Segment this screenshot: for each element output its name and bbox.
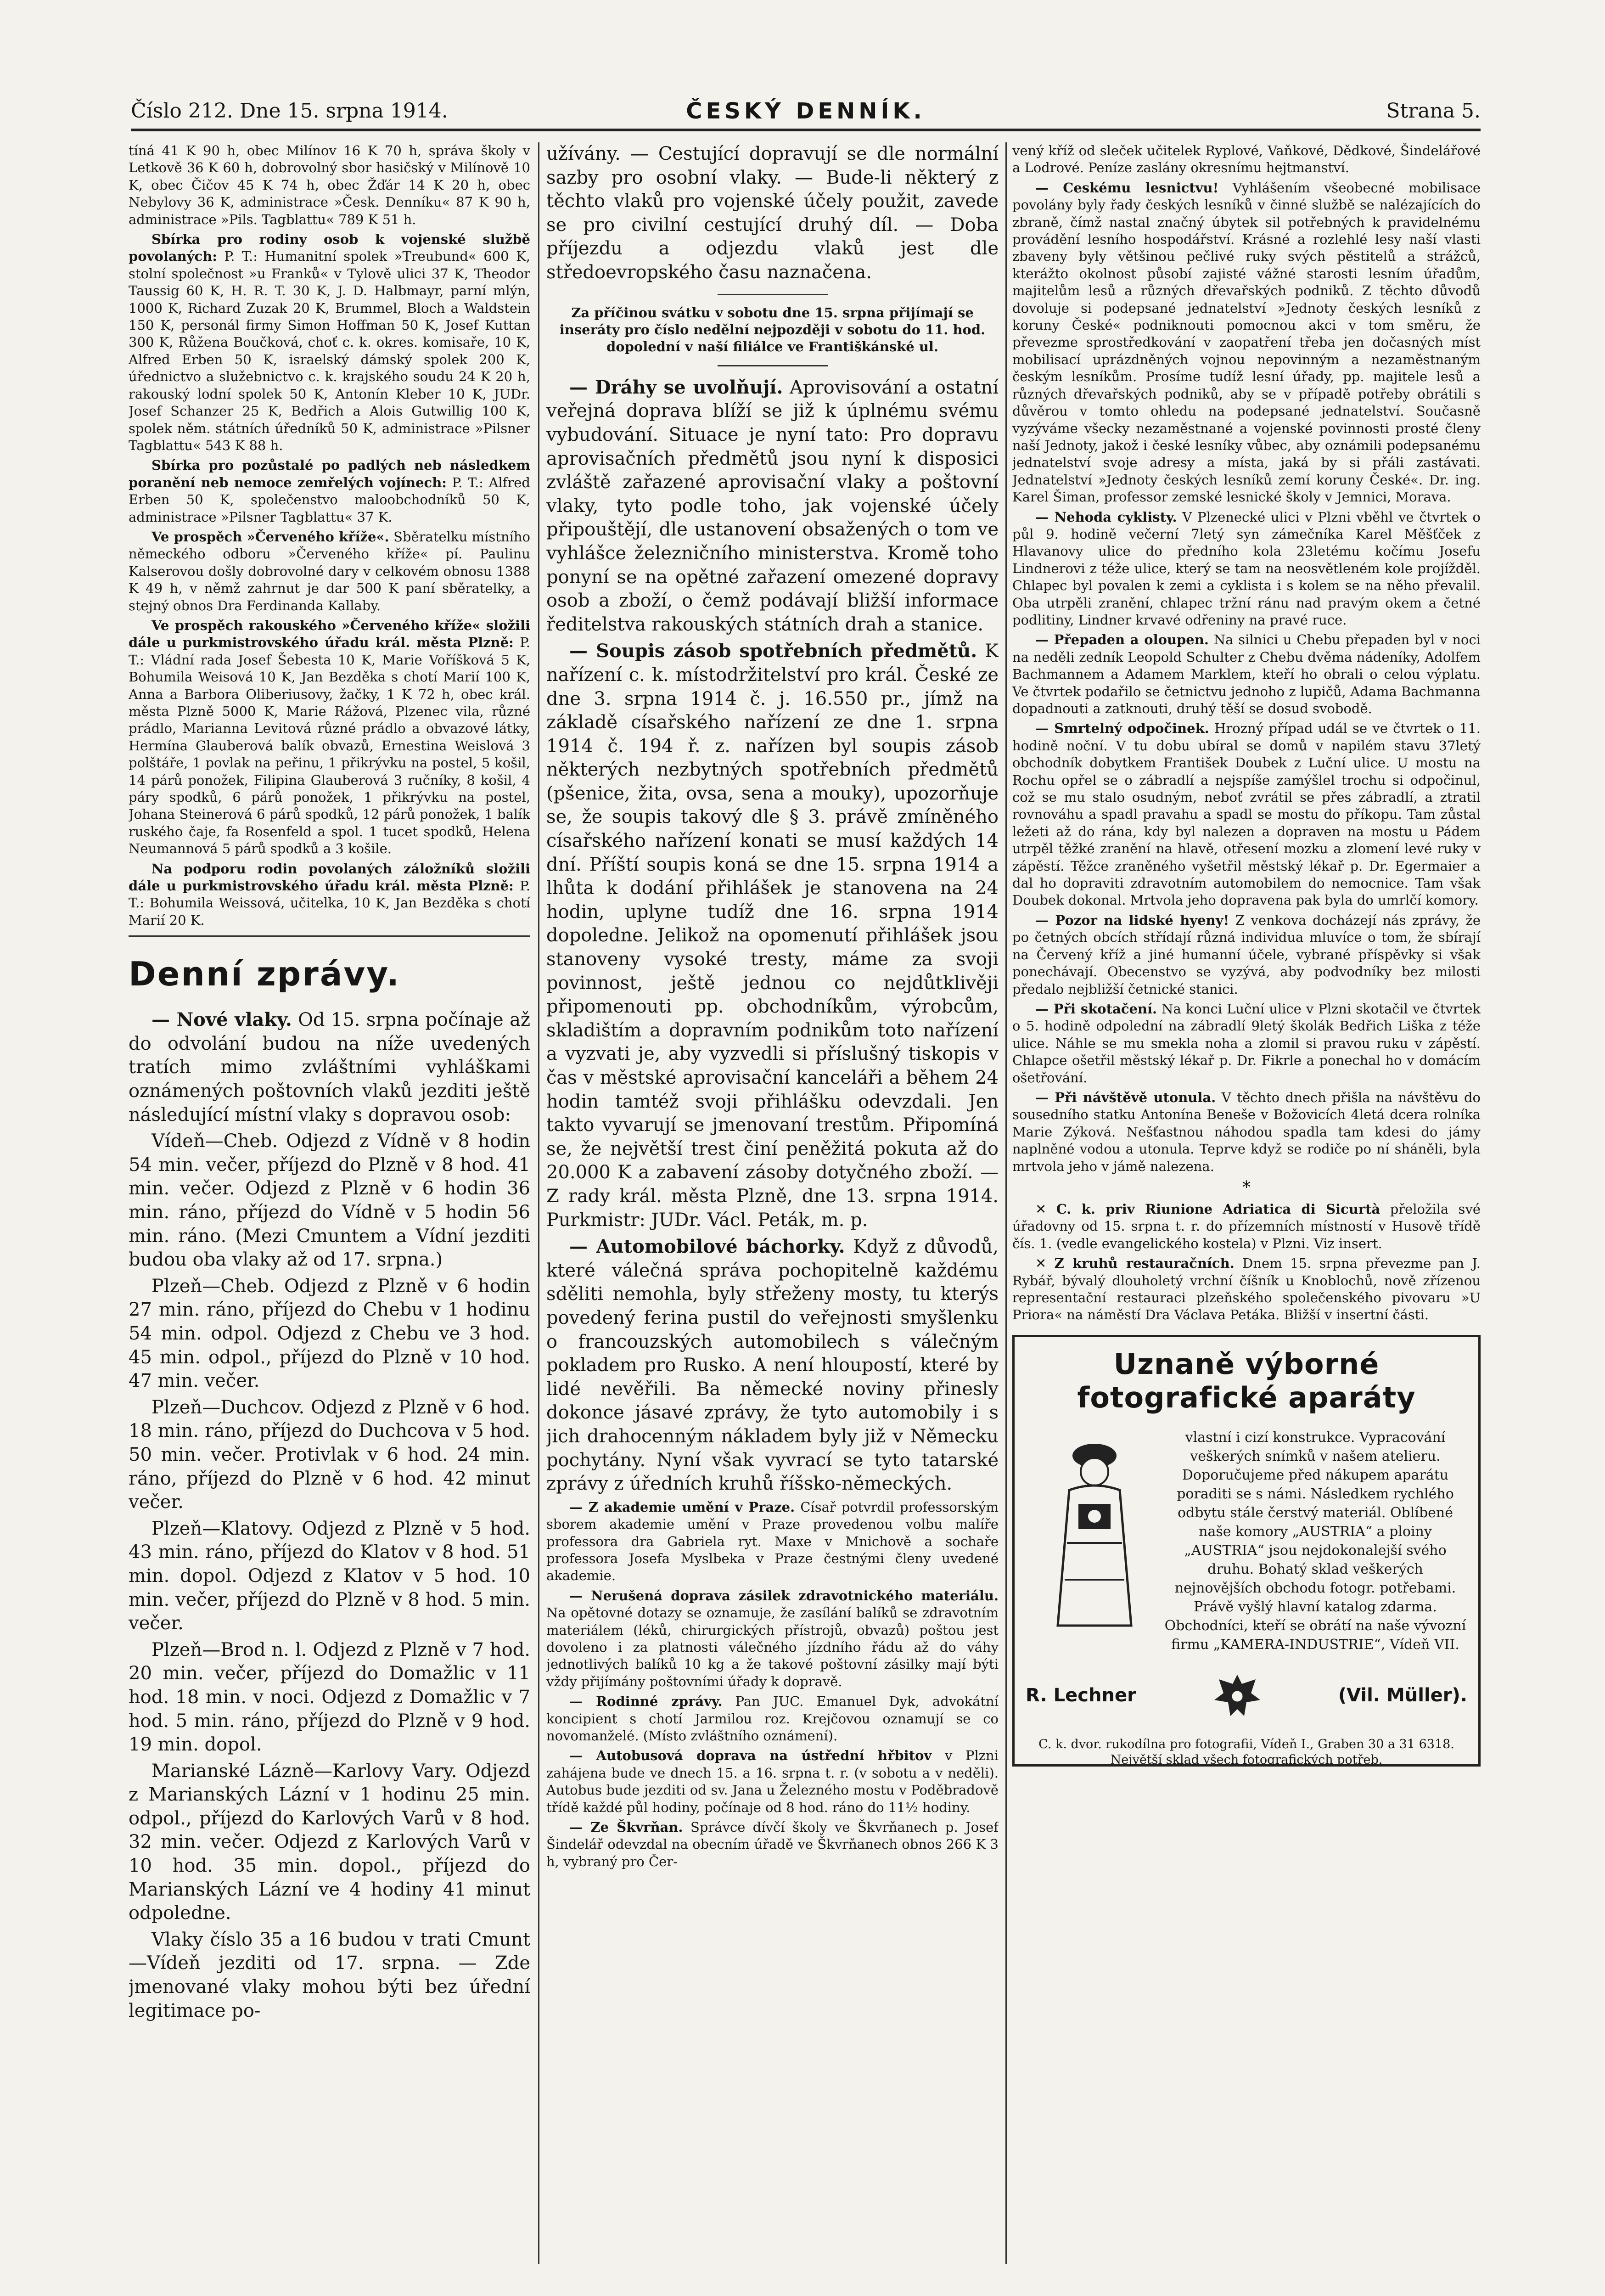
frolicking-accident <box>1012 1001 1481 1086</box>
red-cross-austria-heading: Ve prospěch rakouského »Červeného kříže« složili dále u purkmistrovského úřadu král. města Plzně: <box>129 617 530 651</box>
red-cross-local-text: Sběratelku místního německého odboru »Červeného kříže« pí. Paulinu Kalserovou došly dobrovolné dary v celkovém obnosu 1388 K 49 h, v němž zahrnut je dar 500 K paní sběratelky, a stejný obnos Dra Ferdinanda Kallaby. <box>129 529 530 613</box>
holiday-notice-text: Za příčinou svátku v sobotu dne 15. srpna přijímají se inseráty pro číslo nedělní nejpozději v sobotu do 11. hod. dopolední v naší filiálce ve Františkánské ul. <box>559 304 986 355</box>
red-cross-local-heading: Ve prospěch »Červeného kříže«. <box>152 529 389 545</box>
section-divider <box>129 935 530 937</box>
newspaper-title: ČESKÝ DENNÍK. <box>686 98 926 124</box>
cyclist-accident <box>1012 509 1481 629</box>
reservist-families-text: P. T.: Bohumila Weissová, učitelka, 10 K, Jan Bezděka s chotí Marií 20 K. <box>129 878 530 928</box>
automobile-tales <box>546 1235 999 1496</box>
fatal-rest-heading: — Smrtelný odpočinek. <box>1035 720 1209 737</box>
issue-info: Číslo 212. Dne 15. srpna 1914. <box>131 99 448 123</box>
holiday-notice <box>546 304 999 356</box>
column-2 <box>546 142 999 2273</box>
train-marienbad-karlsbad: Marianské Lázně—Karlovy Vary. Odjezd z Marianských Lázní v 1 hodinu 25 min. odpol., příjezd do Karlových Varů v 8 hod. 32 min. večer. Odjezd z Karlových Varů v 10 hod. 35 min. dopol., příjezd do Marianských Lázní ve 4 hodiny 41 minut odpoledne. <box>129 1760 530 1924</box>
supplies-census-text: K nařízení c. k. místodržitelství pro král. České ze dne 3. srpna 1914 č. j. 16.550 pr., jímž na základě císařského nařízení ze dne 1. srpna 1914 č. 194 ř. z. nařízen byl soupis zásob některých nezbytných spotřebních předmětů (pšenice, žita, ovsa, sena a mouky), upozorňuje se, že soupis takový dle § 3. právě zmíněného císařského nařízení konati se musí každých 14 dní. Příští soupis koná se dne 15. srpna 1914 a lhůta k dodání přihlášek je stanovena na 24 hodin, uplyne tudíž dne 16. srpna 1914 dopoledne. Jelikož na opomenutí přihlášek jsou stanoveny vysoké tresty, máme za svoji povinnost, ještě jednou co nejdůtklivěji připomenouti pp. obchodníkům, výrobcům, skladištím a dopravním podnikům toto nařízení a vyzvati je, aby vyzvedli si příslušný tiskopis v čas v městské aprovisační kanceláři a během 24 hodin tamtéž svoji přihlášku odevzdali. Jen takto vyvarují se jmenovaní trestům. Připomíná se, že největší trest činí peněžitá pokuta až do 20.000 K a zabavení zásoby dotyčného zboží. — Z rady král. města Plzně, dne 13. srpna 1914. Purkmistr: JUDr. Václ. Peták, m. p. <box>546 641 999 1231</box>
cyclist-accident-heading: — Nehoda cyklisty. <box>1035 509 1177 525</box>
skvrnany-news-heading: — Ze Škvrňan. <box>569 1819 683 1835</box>
train-vienna-cheb: Vídeň—Cheb. Odjezd z Vídně v 8 hodin 54 min. večer, příjezd do Plzně v 8 hod. 41 min. večer. Odjezd z Plzně v 6 hodin 36 min. ráno, příjezd do Vídně v 5 hodin 56 min. ráno. (Mezi Cmuntem a Vídní jezditi budou oba vlaky až od 17. srpna.) <box>129 1131 530 1271</box>
drowning <box>1012 1089 1481 1175</box>
restaurant-notice-heading: Z kruhů restauračních. <box>1054 1255 1235 1272</box>
advert-firm-row <box>1026 1668 1467 1723</box>
frolicking-accident-text: Na konci Luční ulice v Plzni skotačil ve čtvrtek o 5. hodině odpolední na zábradlí 9letý školák Bedřich Liška z téže ulice. Náhle se mu smekla noha a zlomil si pravou ruku v zápěstí. Chlapce ošetřil městský lékař p. Dr. Fikrle a ponechal ho v domácím ošetřování. <box>1012 1001 1481 1086</box>
family-news-text: Pan JUC. Emanuel Dyk, advokátní koncipient s chotí Jarmilou roz. Krejčovou oznamují se co novomanželé. (Místo zvláštního oznámení). <box>546 1694 999 1744</box>
divider <box>718 365 828 366</box>
art-academy-heading: — Z akademie umění v Praze. <box>569 1499 795 1515</box>
railways-freed-text: Aprovisování a ostatní veřejná doprava blíží se již k úplnému svému vybudování. Situace je nyní tato: Pro dopravu aprovisačních předmětů jsou nyní k disposici zvláště zařazené aprovisační vlaky a poštovní vlaky, tyto podle toho, jak vojenské účely připouštějí, dle ustanovení obsažených o tom ve vyhlášce železničního ministerstva. Kromě toho ponyní se na opětné zařazení omezené dopravy osob a zboží, o čemž podávají bližší informace ředitelstva rakouských státních drah a stanice. <box>546 377 999 635</box>
drowning-text: V těchto dnech přišla na návštěvu do sousedního statku Antonína Beneše v Božovicích 4letá dcera rolníka Marie Zýková. Nešťastnou náhodou spadla tam kdesi do jámy naplněné vodou a utonula. Teprve když se rodiče po ní sháněli, byla mrtvola jeho v jámě nalezena. <box>1012 1089 1481 1174</box>
drowning-heading: — Při návštěvě utonula. <box>1035 1089 1216 1105</box>
train-plzen-cheb: Plzeň—Cheb. Odjezd z Plzně v 6 hodin 27 min. ráno, příjezd do Chebu v 1 hodinu 54 min. odpol. Odjezd z Chebu ve 3 hod. 45 min. odpol., příjezd do Plzně v 10 hod. 47 min. večer. <box>129 1275 530 1392</box>
collection-bereaved-heading: Sbírka pro pozůstalé po padlých neb následkem poranění neb nemoce zemřelých vojínech: <box>129 457 530 490</box>
medical-shipments-text: Na opětovné dotazy se oznamuje, že zasílání balíků se zdravotním materiálem (léků, chirurgických přístrojů, obvazů) poštou jest dovoleno i za platnosti válečného jízdního řádu až do váhy jednotlivých balíků 10 kg a že takové poštovní zásilky mají býti vždy přijímány poštovními úřady k dopravě. <box>546 1605 999 1689</box>
advert-body <box>1026 1428 1467 1654</box>
art-academy <box>546 1499 999 1585</box>
column-3 <box>1012 142 1481 2273</box>
railways-freed-heading: — Dráhy se uvolňují. <box>569 376 783 398</box>
forestry-appeal <box>1012 180 1481 506</box>
collection-bereaved <box>129 457 530 526</box>
family-news-heading: — Rodinné zprávy. <box>569 1694 723 1710</box>
skvrnany-continued: vený kříž od sleček učitelek Ryplové, Vaňkové, Dědkové, Šindelářové a Lodrové. Peníze zaslány okresnímu hejtmanství. <box>1012 143 1481 176</box>
train-plzen-brod: Plzeň—Brod n. l. Odjezd z Plzně v 7 hod. 20 min. večer, příjezd do Domažlic v 11 hod. 18 min. v noci. Odjezd z Domažlic v 7 hod. 5 min. ráno, příjezd do Plzně v 9 hod. 19 min. dopol. <box>129 1639 530 1756</box>
fatal-rest <box>1012 720 1481 909</box>
column-1 <box>129 142 530 2273</box>
medical-shipments <box>546 1587 999 1690</box>
page-header <box>131 96 1481 126</box>
advert-firm-note: (Vil. Müller). <box>1338 1684 1467 1706</box>
imperial-eagle-icon <box>1210 1668 1265 1723</box>
advert-footer: C. k. dvor. rukodílna pro fotografii, Vídeň I., Graben 30 a 31 6318. Největší sklad všech fotografických potřeb. <box>1038 1737 1454 1767</box>
divider <box>718 294 828 295</box>
new-trains-intro-text: Od 15. srpna počínaje až do odvolání budou na níže uvedených tratích mimo zvláštními vyhláškami oznámených poštovních vlaků jezditi ještě následující místní vlaky s dopravou osob: <box>129 1009 530 1125</box>
robbery-text: Na silnici u Chebu přepaden byl v noci na neděli zedník Leopold Schulter z Chebu dvěma nádeníky, Adolfem Bachmannem a Adamem Marklem, kteří ho obrali o celou výplatu. Ve čtvrtek podařilo se četnictvu jednoho z lupičů, Adama Bachmanna dopadnouti a zatknouti, druhý těší se dosud svobodě. <box>1012 632 1481 716</box>
page-number: Strana 5. <box>1386 99 1481 123</box>
section-title: Denní zprávy. <box>129 955 401 994</box>
family-news <box>546 1693 999 1745</box>
restaurant-notice: ✕ Z kruhů restauračních. Dnem 15. srpna převezme pan J. Rybář, bývalý dlouholetý vrchní číšník u Knoblochů, nově zřízenou representační restauraci plzeňského společenského pivovaru »U Priora« na náměstí Dra Václava Petáka. Bližší v insertní části. <box>1012 1255 1481 1323</box>
red-cross-austria <box>129 617 530 858</box>
insurance-notice-heading: C. k. priv Riunione Adriatica di Sicurtà <box>1056 1201 1381 1217</box>
new-trains-heading: — Nové vlaky. <box>152 1009 292 1031</box>
supplies-census <box>546 639 999 1232</box>
restaurant-notice-text: Dnem 15. srpna převezme pan J. Rybář, bývalý dlouholetý vrchní číšník u Knoblochů, nově zřízenou representační restauraci plzeňského společenského pivovaru »U Priora« na náměstí Dra Václava Petáka. Bližší v insertní části. <box>1012 1255 1481 1323</box>
robbery <box>1012 631 1481 717</box>
cemetery-bus-text: v Plzni zahájena bude ve dnech 15. a 16. srpna t. r. (v sobotu a v neděli). Autobus bude jezditi od sv. Jana u Železného mostu v Poděbradově třídě každé půl hodiny, počínaje od 8 hod. ráno do 11½ hodiny. <box>546 1748 999 1815</box>
fatal-rest-text: Hrozný případ udál se ve čtvrtek o 11. hodině noční. V tu dobu ubíral se domů v napilém stavu 37letý obchodník dobytkem František Doubek z Luční ulice. U mostu na Rochu opřel se o zábradlí a nejspíše zamýšlel trochu si odpočinul, což se mu stalo osudným, neboť zvrátil se přes zábradlí, a ztratil rovnováhu a spadl pravahu a spadl se mostu do příkopu. Tam zůstal ležeti až do rána, kdy byl nalezen a dopraven na mostu u Pádem utrpěl těžké zranění na hlavě, otřesení mozku a zlomení levé ruky v zápěstí. Těžce zraněného vyšetřil městský lékař p. Dr. Egermaier a dal ho dopraviti zdravotním automobilem do nemocnice. Tam však Doubek dokonal. Mrtvola jeho dopravena pak byla do umrlčí komory. <box>1012 720 1481 908</box>
train-notes: Vlaky číslo 35 a 16 budou v trati Cmunt—Vídeň jezditi od 17. srpna. — Zde jmenované vlaky mohou býti bez úřední legitimace po- <box>129 1929 530 2021</box>
human-hyenas-heading: — Pozor na lidské hyeny! <box>1035 912 1229 928</box>
advert-title: Uznaně výborné fotografické aparáty <box>1077 1347 1416 1414</box>
header-rule <box>131 129 1481 131</box>
advert-firm: R. Lechner <box>1026 1684 1136 1706</box>
collection-families-heading: Sbírka pro rodiny osob k vojenské službě povolaných: <box>129 231 530 264</box>
collection-families-text: P. T.: Humanitní spolek »Treubund« 600 K, stolní společnost »u Franků« v Tylově ulici 37 K, Theodor Taussig 60 K, H. R. T. 30 K, J. D. Halbmayr, parní mlýn, 1000 K, Richard Zuzak 20 K, Brummel, Bloch a Waldstein 150 K, personál firmy Simon Hoffman 50 K, Josef Kuttan 300 K, Růžena Boučková, choť c. k. okres. komisaře, 10 K, Alfred Erben 50 K, israelský dámský spolek 200 K, úřednictvo a služebnictvo c. k. krajského soudu 24 K 20 h, rakouský lodní spolek 50 K, Antonín Kleber 10 K, JUDr. Josef Schanzer 25 K, Bedřich a Alois Gutwillig 100 K, spolek něm. státních úředníků 50 K, administrace »Pilsner Tagblattu« 543 K 88 h. <box>129 248 530 453</box>
reservist-families <box>129 861 530 929</box>
cyclist-accident-text: V Plzenecké ulici v Plzni vběhl ve čtvrtek o půl 9. hodině večerní 7letý syn zámečníka Karel Měšťček z Hlavanovy ulice do předního kola 23letému kočímu Josefu Lindnerovi z téže ulice, který se tam na neosvětleném kole projížděl. Chlapec byl povalen k zemi a cyklista i s kolem se na něho převalil. Oba utrpěli zranění, chlapec tržní ránu nad pravým okem a četné podlitiny, Lindner krvavé odřeniny na pravé ruce. <box>1012 509 1481 628</box>
supplies-census-heading: — Soupis zásob spotřebních předmětů. <box>569 640 977 662</box>
new-trains-intro <box>129 1008 530 1127</box>
cemetery-bus <box>546 1747 999 1816</box>
collection-bereaved-text: P. T.: Alfred Erben 50 K, společenstvo maloobchodníků 50 K, administrace »Pilsner Tagblattu« 37 K. <box>129 474 530 525</box>
red-cross-austria-text: P. T.: Vládní rada Josef Šebesta 10 K, Marie Voříšková 5 K, Bohumila Weisová 10 K, Jan Bezděka s chotí Marií 100 K, Anna a Barbora Oliberiusovy, žačky, 1 K 72 h, obec král. města Plzně 5000 K, Marie Rážová, Plzenec vila, různé prádlo, Marianna Levitová různé prádlo a obvazové látky, Hermína Glauberová balík obvazů, Ernestina Weislová 3 polštáře, 1 povlak na peřinu, 1 přikrývku na postel, 5 košil, 14 párů ponožek, Filipina Glauberová 3 ručníky, 8 košil, 4 páry spodků, 6 párů ponožek, 1 přikrývku na postel, Johana Steinerová 6 párů spodků, 12 párů ponožek, 1 balík ruského čaje, fa Rosenfeld a spol. 1 tucet spodků, Helena Neumannová 5 párů spodků a 3 košile. <box>129 635 530 857</box>
human-hyenas <box>1012 912 1481 998</box>
column-rule-2 <box>1005 142 1007 2264</box>
collection-list-continued: tíná 41 K 90 h, obec Milínov 16 K 70 h, správa školy v Letkově 36 K 60 h, dobrovolný sbor hasičský v Milínově 10 K, obec Čičov 45 K 74 h, obec Žďár 14 K 20 h, obec Nebylovy 36 K, administrace »Česk. Denníku« 87 K 90 h, administrace »Pils. Tagblattu« 789 K 51 h. <box>129 143 530 227</box>
medical-shipments-heading: — Nerušená doprava zásilek zdravotnického materiálu. <box>569 1587 999 1604</box>
advert-text: vlastní i cizí konstrukce. Vypracování veškerých snímků v našem atelieru. Doporučujeme před nákupem aparátu poraditi se s námi. Následkem rychlého odbytu stále čerstvý materiál. Oblíbené naše komory „AUSTRIA“ a ploiny „AUSTRIA“ jsou nejdokonalejší svého druhu. Bohatý sklad veškerých nejnovějších obchodu fotogr. potřebami. Právě vyšlý hlavní katalog zdarma. Obchodníci, kteří se obrátí na naše vývozní firmu „KAMERA-INDUSTRIE“, Vídeň VII. <box>1164 1429 1466 1653</box>
collection-families <box>129 231 530 454</box>
train-plzen-duchcov: Plzeň—Duchcov. Odjezd z Plzně v 6 hod. 18 min. ráno, příjezd do Duchcova v 5 hod. 50 min. večer. Protivlak v 6 hod. 24 min. ráno, příjezd do Plzně v 6 hod. 42 minut večer. <box>129 1396 530 1513</box>
cemetery-bus-heading: — Autobusová doprava na ústřední hřbitov <box>569 1748 932 1764</box>
skvrnany-news-text: Správce dívčí školy ve Škvrňanech p. Josef Šindelář odevzdal na obecním úřadě ve Škvrňanech obnos 266 K 3 h, vybraný pro Čer- <box>546 1819 999 1869</box>
forestry-appeal-heading: — Ceskému lesnictvu! <box>1035 180 1219 196</box>
asterisk-divider: * <box>1242 1178 1251 1197</box>
automobile-tales-text: Když z důvodů, které válečná správa pochopitelně každému sděliti nemohla, byly střeženy mosty, tu kterýs povedený ferina pustil do veřejnosti smyšlenku o francouzských automobilech s válečným pokladem pro Rusko. A není hloupostí, které by lidé nevěřili. Ba německé noviny přinesly dokonce jásavé zprávy, že tyto automobily i s jich drahocenným nákladem byly již v Německu pochytány. Nyní však vyvrací se tyto tatarské zprávy z úředních kruhů říšsko-německých. <box>546 1236 999 1495</box>
photographer-illustration <box>1026 1428 1154 1630</box>
reservist-families-heading: Na podporu rodin povolaných záložníků složili dále u purkmistrovského úřadu král. města Plzně: <box>129 861 530 894</box>
railways-freed <box>546 376 999 637</box>
column-rule-1 <box>538 142 539 2264</box>
train-plzen-klatovy: Plzeň—Klatovy. Odjezd z Plzně v 5 hod. 43 min. ráno, příjezd do Klatov v 8 hod. 51 min. dopol. Odjezd z Klatov v 5 hod. 10 min. večer, příjezd do Plzně v 8 hod. 5 min. večer. <box>129 1518 530 1634</box>
human-hyenas-text: Z venkova docházejí nás zprávy, že po četných obcích střídají různá individua mluvíce o tom, že sbírají na Červený kříž a jiné humanní účele, vybrané příspěvky si však ponechávají. Obecenstvo se vyzývá, aby podvodníky bez milosti předalo nejbližší četnické stanici. <box>1012 912 1481 997</box>
robbery-heading: — Přepaden a oloupen. <box>1035 632 1209 648</box>
skvrnany-news <box>546 1819 999 1870</box>
insurance-notice: ✕ C. k. priv Riunione Adriatica di Sicurtà přeložila své úřadovny od 15. srpna t. r. do přízemních místností v Husově třídě čís. 1. (vedle evangelického kostela) v Plzni. Viz insert. <box>1012 1201 1481 1251</box>
camera-advert <box>1012 1335 1481 1767</box>
art-academy-text: Císař potvrdil professorským sborem akademie umění v Praze provedenou volbu malíře professora dra Gabriela ryt. Maxe v Mnichově a sochaře professora Josefa Myslbeka v Praze čestnými členy uvedené akademie. <box>546 1499 999 1584</box>
forestry-appeal-text: Vyhlášením všeobecné mobilisace povolány byly řady českých lesníků v činné službě se nalézajících do zbraně, čímž nastal značný úbytek sil potřebných k pravidelnému provádění lesního hospodářství. Krásné a rozlehlé lesy naší vlasti zbaveny byly většinou pečlivé ruky svých pěstitelů a strážců, kterážto okolnost působí zajisté vážné starosti lesním úřadům, majitelům lesů a různých dřevařských podniků. Z těchto důvodů dovoluje si podepsané jednatelství »Jednoty českých lesníků z koruny České« podniknouti pomocnou akci v tom směru, že převezme sprostředkování v zaopatření třeba jen dočasných míst mobilisací uprázdněných vojnou nepovinným a nezaměstnaným českým lesníkům. Prosíme tudíž lesní úřady, pp. majitele lesů a různých dřevařských podniků, aby se v případě potřeby obrátili s důvěrou v tomto ohledu na podepsané jednatelství. Současně vyzýváme všecky nezaměstnané a vojenské povinnosti prosté členy naší Jednoty, jakož i české lesníky vůbec, aby oznámili podepsanému jednatelství svoje adresy a místa, jaká by si přáli zastávati. Jednatelství »Jednoty českých lesníků zemí koruny České«. Dr. ing. Karel Šiman, professor zemské lesnické školy v Jemnici, Morava. <box>1012 180 1481 505</box>
automobile-tales-heading: — Automobilové báchorky. <box>569 1236 845 1258</box>
red-cross-local <box>129 529 530 614</box>
frolicking-accident-heading: — Při skotačení. <box>1035 1001 1157 1017</box>
insurance-notice-text: přeložila své úřadovny od 15. srpna t. r. do přízemních místností v Husově třídě čís. 1. (vedle evangelického kostela) v Plzni. Viz insert. <box>1012 1201 1481 1251</box>
trains-continued: užívány. — Cestující dopravují se dle normální sazby pro osobní vlaky. — Bude-li některý z těchto vlaků pro vojenské účely použit, zavede se pro civilní cestující druhý díl. — Doba příjezdu a odjezdu vlaků jest dle středoevropského času naznačena. <box>546 143 999 283</box>
